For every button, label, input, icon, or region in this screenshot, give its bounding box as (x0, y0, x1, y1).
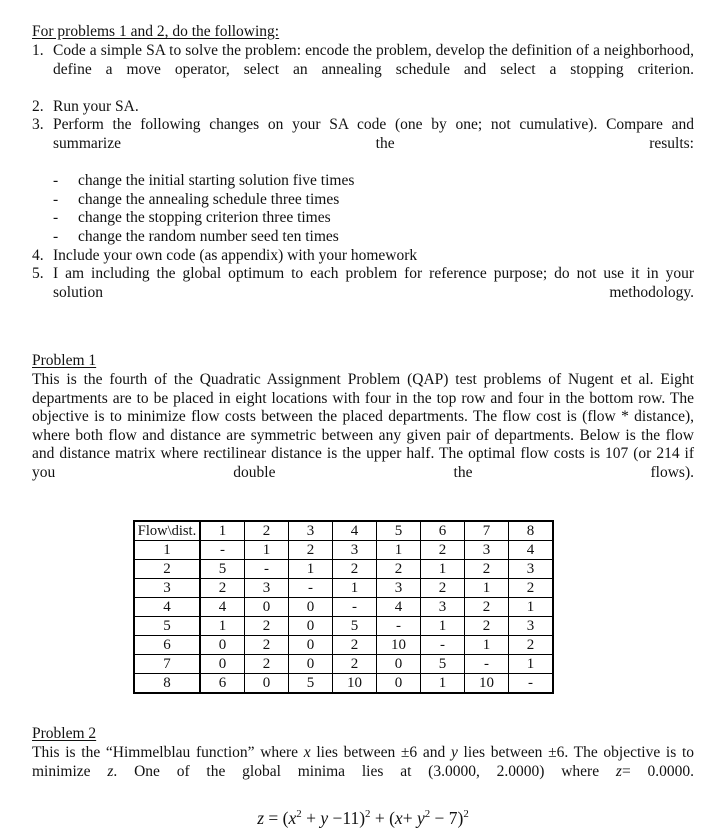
matrix-col-header: 8 (509, 521, 554, 541)
matrix-cell: 0 (245, 598, 289, 617)
problem2-text-4: . One of the global minima lies at (3.0000, 2.0000) where (113, 762, 616, 780)
instruction-text: Code a simple SA to solve the problem: encode the problem, develop the definition of a neighborhood, define a move operator, select an annealing schedule and select a stopping criterion. (53, 42, 694, 78)
sub-item-annealing-schedule (32, 191, 694, 210)
instruction-number: 5. (32, 265, 44, 283)
matrix-col-header: 6 (421, 521, 465, 541)
instructions-list (32, 42, 694, 172)
matrix-cell: 3 (333, 541, 377, 560)
sub-item-label: change the stopping criterion three times (78, 209, 331, 227)
matrix-cell: 2 (465, 560, 509, 579)
instruction-item-5 (32, 265, 694, 321)
matrix-cell: 5 (289, 674, 333, 694)
matrix-cell: 3 (421, 598, 465, 617)
sub-item-label: change the annealing schedule three times (78, 190, 340, 208)
matrix-cell: 2 (333, 655, 377, 674)
matrix-col-header: 1 (200, 521, 245, 541)
matrix-cell: 3 (509, 560, 554, 579)
matrix-cell: - (333, 598, 377, 617)
problem2-text-3: lies between ±6. The objective is to minimize (32, 744, 694, 780)
matrix-cell: 2 (333, 636, 377, 655)
himmelblau-formula: $z = (x^2 + y -11)^2 + (x+ y^2 - 7)^2$ (257, 807, 469, 828)
matrix-cell: 3 (245, 579, 289, 598)
matrix-cell: 10 (377, 636, 421, 655)
table-row (134, 560, 553, 579)
matrix-cell: 3 (465, 541, 509, 560)
matrix-cell: 1 (200, 617, 245, 636)
matrix-cell: 2 (421, 579, 465, 598)
problem2-body (32, 744, 694, 800)
matrix-row-header: 4 (134, 598, 200, 617)
matrix-cell: 1 (465, 579, 509, 598)
matrix-body (134, 541, 553, 694)
table-row (134, 541, 553, 560)
matrix-cell: 5 (200, 560, 245, 579)
document-content (32, 22, 694, 829)
instructions-list-cont (32, 247, 694, 321)
matrix-col-header: 7 (465, 521, 509, 541)
matrix-cell: 0 (377, 655, 421, 674)
variable-z-2: z (615, 762, 622, 780)
instruction-number: 4. (32, 246, 44, 264)
table-row (134, 617, 553, 636)
instruction-item-3 (32, 116, 694, 172)
variable-y: y (450, 744, 458, 762)
matrix-header-row (134, 521, 553, 541)
matrix-head (134, 521, 553, 541)
matrix-cell: 3 (377, 579, 421, 598)
matrix-cell: 2 (421, 541, 465, 560)
matrix-cell: 1 (333, 579, 377, 598)
matrix-row-header: 7 (134, 655, 200, 674)
instruction-number: 3. (32, 116, 44, 134)
matrix-cell: 10 (465, 674, 509, 694)
instruction-text: Run your SA. (53, 97, 139, 115)
table-row (134, 636, 553, 655)
matrix-cell: 0 (289, 636, 333, 655)
matrix-cell: 1 (421, 674, 465, 694)
matrix-cell: 1 (421, 560, 465, 579)
problem1-heading: Problem 1 (32, 351, 97, 369)
problem1-body: This is the fourth of the Quadratic Assignment Problem (QAP) test problems of Nugent et al. Eight departments are to be placed in eight locations with four in the top row and four in the bottom row. The objective is to minimize flow costs between the placed departments. The flow cost is (flow * distance), where both flow and distance are symmetric between any given pair of departments. Below is the flow and distance matrix where rectilinear distance is the upper half. The optimal flow costs is 107 (or 214 if you double the flows). (32, 370, 694, 481)
matrix-cell: - (509, 674, 554, 694)
matrix-cell: 4 (377, 598, 421, 617)
matrix-table-wrapper (32, 520, 694, 694)
matrix-cell: 10 (333, 674, 377, 694)
matrix-cell: 0 (377, 674, 421, 694)
matrix-cell: 1 (421, 617, 465, 636)
dash-marker: - (53, 190, 59, 208)
matrix-row-header: 1 (134, 541, 200, 560)
matrix-corner-label: Flow\dist. (134, 521, 200, 541)
matrix-col-header: 3 (289, 521, 333, 541)
sub-item-random-seed (32, 228, 694, 247)
table-row (134, 579, 553, 598)
matrix-cell: 0 (289, 655, 333, 674)
matrix-cell: - (200, 541, 245, 560)
dash-marker: - (53, 209, 59, 227)
sub-item-stopping-criterion (32, 209, 694, 228)
matrix-cell: 0 (245, 674, 289, 694)
matrix-row-header: 6 (134, 636, 200, 655)
sub-item-label: change the random number seed ten times (78, 227, 339, 245)
matrix-row-header: 8 (134, 674, 200, 694)
matrix-cell: 6 (200, 674, 245, 694)
matrix-cell: 5 (421, 655, 465, 674)
matrix-cell: 2 (509, 636, 554, 655)
matrix-cell: 2 (333, 560, 377, 579)
matrix-cell: 1 (377, 541, 421, 560)
matrix-cell: 1 (509, 598, 554, 617)
matrix-row-header: 3 (134, 579, 200, 598)
instruction-text: Perform the following changes on your SA code (one by one; not cumulative). Compare and summarize the results: (53, 116, 694, 152)
matrix-cell: - (377, 617, 421, 636)
matrix-cell: - (245, 560, 289, 579)
table-row (134, 674, 553, 694)
matrix-cell: 5 (333, 617, 377, 636)
matrix-cell: 2 (200, 579, 245, 598)
matrix-cell: 2 (245, 636, 289, 655)
matrix-cell: 0 (200, 636, 245, 655)
instruction-number: 2. (32, 97, 44, 115)
sub-item-initial-solution (32, 172, 694, 191)
problem2-text-5: = 0.0000. (621, 762, 694, 780)
matrix-cell: 1 (509, 655, 554, 674)
problem2-text-2: lies between ±6 and (310, 744, 451, 762)
instruction-item-4 (32, 247, 694, 266)
matrix-cell: 2 (289, 541, 333, 560)
matrix-cell: 0 (289, 617, 333, 636)
table-row (134, 598, 553, 617)
matrix-cell: 0 (200, 655, 245, 674)
dash-marker: - (53, 172, 59, 190)
matrix-col-header: 4 (333, 521, 377, 541)
instruction-item-1 (32, 42, 694, 98)
instruction-number: 1. (32, 42, 44, 59)
variable-z: z (107, 762, 114, 780)
dash-marker: - (53, 227, 59, 245)
matrix-cell: 1 (289, 560, 333, 579)
matrix-cell: - (421, 636, 465, 655)
problem2-heading: Problem 2 (32, 725, 97, 743)
matrix-cell: - (465, 655, 509, 674)
matrix-cell: 1 (245, 541, 289, 560)
instruction-text: Include your own code (as appendix) with your homework (53, 246, 418, 264)
matrix-col-header: 2 (245, 521, 289, 541)
matrix-cell: 4 (200, 598, 245, 617)
table-row (134, 655, 553, 674)
matrix-row-header: 5 (134, 617, 200, 636)
problem2-text-1: This is the “Himmelblau function” where (32, 744, 304, 762)
matrix-cell: 2 (465, 617, 509, 636)
instruction-text: I am including the global optimum to each problem for reference purpose; do not use it in your solution methodology. (53, 265, 694, 301)
intro-heading: For problems 1 and 2, do the following: (32, 23, 280, 40)
matrix-cell: 0 (289, 598, 333, 617)
matrix-cell: 2 (245, 617, 289, 636)
instruction-item-2 (32, 98, 694, 117)
spacer (32, 321, 694, 351)
sub-item-label: change the initial starting solution five times (78, 172, 355, 190)
matrix-cell: 2 (465, 598, 509, 617)
sub-change-list (32, 172, 694, 246)
matrix-cell: 2 (245, 655, 289, 674)
matrix-cell: 1 (465, 636, 509, 655)
spacer (32, 694, 694, 724)
matrix-row-header: 2 (134, 560, 200, 579)
matrix-cell: 3 (509, 617, 554, 636)
matrix-cell: 2 (377, 560, 421, 579)
matrix-cell: - (289, 579, 333, 598)
variable-x: x (303, 744, 311, 762)
matrix-cell: 2 (509, 579, 554, 598)
flow-distance-matrix (133, 520, 554, 694)
matrix-col-header: 5 (377, 521, 421, 541)
matrix-cell: 4 (509, 541, 554, 560)
